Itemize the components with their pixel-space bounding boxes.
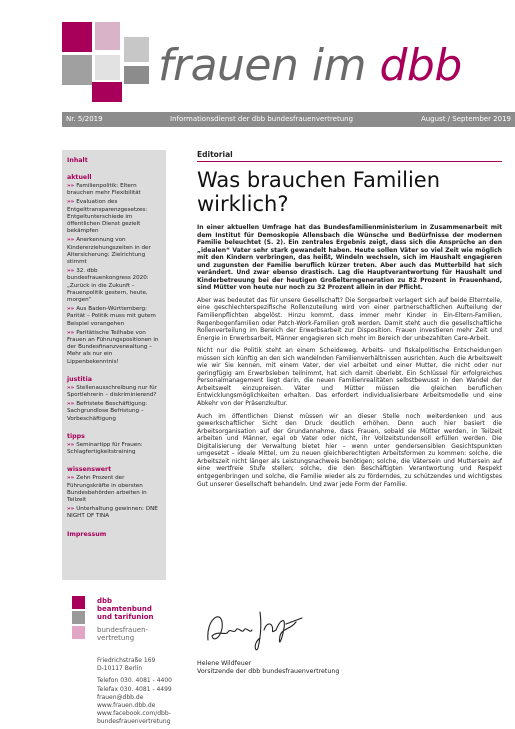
- issue-number: Nr. 5/2019: [66, 115, 103, 123]
- signer-name: Helene Wildfeuer: [197, 660, 252, 667]
- website-link[interactable]: www.frauen.dbb.de: [97, 702, 156, 710]
- toc-item[interactable]: »» Evaluation des Entgelttransparenzgesetzes: Entgeltunterschiede im öffentlichen Dienst gezielt bekämpfen: [67, 199, 148, 235]
- signature-block: [197, 660, 339, 676]
- toc-item[interactable]: »» Befristete Beschäftigung: Sachgrundlose Befristung – Vorbeschäftigung: [67, 401, 148, 422]
- toc-item[interactable]: »» Paritätische Teilhabe von Frauen an Führungspositionen in der Bundesfinanzverwaltung – Mehr als nur ein Lippenbekenntnis!: [67, 329, 159, 365]
- info-bar: [62, 112, 515, 127]
- logo-subtext: bundesfrauen- vertretung: [97, 626, 149, 642]
- toc-section-heading: aktuell: [67, 174, 92, 181]
- toc-imprint[interactable]: Impressum: [67, 530, 107, 538]
- facebook-link[interactable]: www.facebook.com/dbb-: [97, 710, 171, 718]
- article-lead: In einer aktuellen Umfrage hat das Bundesfamilienministerium in Zusammenarbeit mit dem Institut für Demoskopie Allensbach die Wünsche und Bedürfnisse der modernen Familie beleuchtet (S. 2). Ein zentrales Ergebnis zeigt, dass sich die Ansprüche an den „idealen“ Vater sehr stark gewandelt haben. Heute sollen Väter so viel Zeit wie möglich mit den Kindern verbringen, das heißt, Windeln wechseln, sich im Haushalt engagieren und zugunsten der Familie beruflich kürzer treten. Aber auch das Mutterbild hat sich verändert. Und zwar ebenso drastisch. Lag die Hauptverantwortung für Haushalt und Kinderbetreuung bei der heutigen Großelterngeneration zu 82 Prozent in Frauenhand, sind Mütter von heute nur noch zu 32 Prozent allein in der Pflicht.: [197, 224, 502, 292]
- issue-date: August / September 2019: [420, 115, 511, 123]
- toc-section-heading: wissenswert: [67, 466, 112, 474]
- toc-heading: Inhalt: [67, 157, 88, 164]
- table-of-contents: [62, 150, 166, 580]
- signature-image: [200, 600, 310, 655]
- email-link[interactable]: frauen@dbb.de: [97, 693, 144, 701]
- toc-item[interactable]: »» Anerkennung von Kindererziehungszeiten in der Altersicherung: Zielrichtung stimmt: [67, 237, 151, 266]
- toc-item[interactable]: »» Unterhaltung gewinnen: ONE NIGHT OF TINA: [67, 506, 158, 520]
- article-paragraph: Auch im öffentlichen Dienst müssen wir an dieser Stelle noch weiterdenken und aus gewerkschaftlicher Sicht den Druck deutlich erhöhen. Denn auch hier basiert die Arbeitsorganisation auf der Grundannahme, dass Frauen, sobald sie Mütter werden, in Teilzeit arbeiten und Männer, egal ob Vater oder nicht, ihr Vollzeitstundensoll erfüllen werden. Die Digitalisierung der Verwaltung bietet hier – wenn unter gendersensiblen Gesichtspunkten umgesetzt – ideale Mittel, um zu neuen gleichberechtigten Arbeitsformen zu kommen: solche, die Arbeitszeit nicht länger als Leistungsnachweis benötigen; solche, die Vätersein und Muttersein auf eine wertfreie Stufe stellen; solche, die den Beschäftigten Verantwortung und Respekt entgegenbringen und solche, die Familie wieder als zu förderndes, zu schützendes und wichtigstes Gut unserer Gesellschaft behandeln. Und zwar jede Form der Familie.: [197, 412, 502, 488]
- masthead-title: frauen im dbb: [158, 40, 462, 91]
- toc-section-heading: tipps: [67, 432, 85, 440]
- info-subtitle: Informationsdienst der dbb bundesfrauenvertretung: [170, 115, 354, 123]
- toc-item[interactable]: »» Familienpolitik: Eltern brauchen mehr Flexibilität: [67, 183, 141, 197]
- article-headline: Was brauchen Familien wirklich?: [197, 168, 441, 216]
- contact-address: Friedrichstraße 169 D-10117 Berlin Telefon 030. 4081 - 4400 Telefax 030. 4081 - 4499 frauen@dbb.de www.frauen.dbb.de www.facebook.com/dbb- bundesfrauenvertretung: [97, 657, 172, 726]
- article-paragraph: Aber was bedeutet das für unsere Gesellschaft? Die Sorgearbeit verlagert sich auf beide Elternteile, eine geschlechterspezifische Rollenzuteilung wird von einer partnerschaftlichen Aufteilung der Familienpflichten abgelöst. Hinzu kommt, dass immer mehr Kinder in Ein-Eltern-Familien, Regenbogenfamilien oder Patch-Work-Familien groß werden. Damit steht auch die gesellschaftliche Rollenverteilung im Bereich der Erwerbsarbeit zur Disposition. Frauen investieren mehr Zeit und Energie in Erwerbsarbeit, Männer engagieren sich mehr im Bereich der unbezahlten Care-Arbeit.: [197, 296, 502, 342]
- signer-title: Vorsitzende der dbb bundesfrauenvertretung: [197, 668, 340, 675]
- article-paragraph: Nicht nur die Politik steht an einem Scheideweg. Arbeits- und fiskalpolitische Entscheidungen müssen sich künftig an den sich wandelnden Familienverhältnissen ausrichten. Auch die Arbeitswelt wie wir Sie kennen, mit einem Vater, der viel arbeitet und einer Mutter, die nicht oder nur geringfügig am Erwerbsleben teilnimmt, hat sich damit überlebt. Ein Schlüssel für erfolgreiches Personalmanagement liegt darin, die neuen Familienrealitäten selbstbewusst in den Wandel der Arbeitswelt einzupreisen. Väter und Mütter müssen die gleichen beruflichen Entwicklungsmöglichkeiten erhalten. Das erfordert individualisierbare Arbeitsmodelle und eine Abkehr von der Präsenzkultur.: [197, 347, 502, 408]
- section-label: Editorial: [197, 150, 233, 159]
- toc-item[interactable]: »» Stellenausschreibung nur für Sportlehrerin – diskriminierend?: [67, 384, 158, 399]
- toc-section-heading: justitia: [67, 375, 92, 383]
- editorial-article: [197, 150, 502, 493]
- toc-item[interactable]: »» 32. dbb bundesfrauenkongress 2020: „Zurück in die Zukunft – Frauenpolitik gestern, heute, morgen“: [67, 268, 149, 304]
- toc-item[interactable]: »» Zehn Prozent der Führungskräfte in obersten Bundesbehörden arbeiten in Teilzeit: [67, 475, 147, 503]
- toc-item[interactable]: »» Aus Baden-Württemberg: Parität – Politik muss mit gutem Beispiel vorangehen: [67, 306, 156, 327]
- toc-item[interactable]: »» Seminartipp für Frauen: Schlagfertigkeitstraining: [67, 441, 143, 456]
- logo-text: dbb beamtenbund und tarifunion: [97, 597, 154, 621]
